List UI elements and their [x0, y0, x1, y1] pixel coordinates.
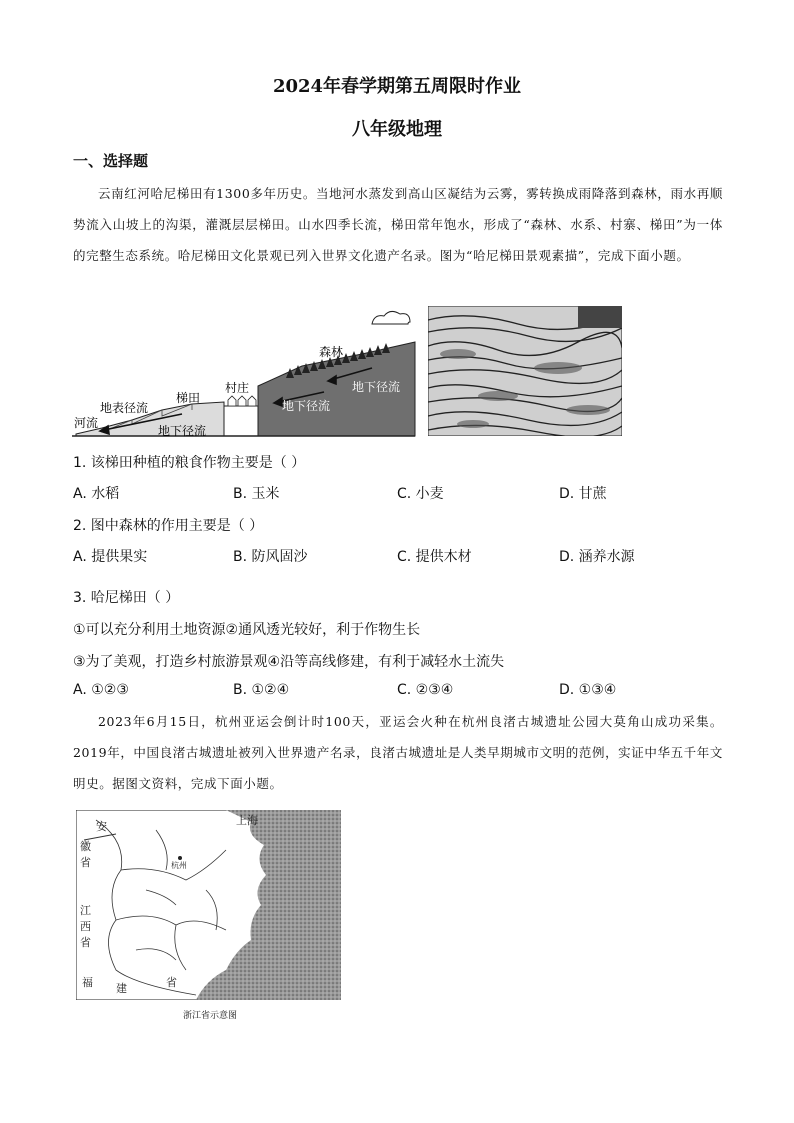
- page-title: 2024年春学期第五周限时作业: [272, 76, 522, 97]
- passage-liangzhu: 2023年6月15日，杭州亚运会倒计时100天，亚运会火种在杭州良渚古城遗址公园大莫角山成功采集。2019年，中国良渚古城遗址被列入世界遗产名录，良渚古城遗址是人类早期城市文明的范例，实证中华五千年文明史。据图文资料，完成下面小题。: [73, 714, 723, 791]
- map-caption: 浙江省示意图: [183, 1011, 238, 1021]
- section-heading: 一、选择题: [73, 152, 149, 170]
- question-3-statement-2: ③为了美观，打造乡村旅游景观④沿等高线修建，有利于减轻水土流失: [73, 654, 505, 670]
- map-label-jiangxi-1: 江: [80, 904, 91, 917]
- q1-option-a[interactable]: A. 水稻: [73, 486, 120, 502]
- village-block: [224, 406, 258, 436]
- passage-hani-terraces: 云南红河哈尼梯田有1300多年历史。当地河水蒸发到高山区凝结为云雾，雾转换成雨降落到森林，雨水再顺势流入山坡上的沟渠，灌溉层层梯田。山水四季长流，梯田常年饱水，形成了“森林、水系、村寨、梯田”为一体的完整生态系统。哈尼梯田文化景观已列入世界文化遗产名录。图为“哈尼梯田景观素描”，完成下面小题。: [73, 186, 723, 263]
- cloud-icon: [372, 311, 410, 324]
- map-label-fujian-1: 福: [82, 976, 93, 989]
- terrace-sketch-image: [428, 306, 622, 436]
- map-label-anhui-2: 徽: [80, 840, 91, 853]
- question-3-statement-1: ①可以充分利用土地资源②通风透光较好，利于作物生长: [73, 622, 421, 638]
- label-forest: 森林: [319, 345, 344, 359]
- q2-option-a[interactable]: A. 提供果实: [73, 549, 148, 565]
- label-groundwater-top: 地下径流: [352, 380, 401, 394]
- question-1-stem: 1. 该梯田种植的粮食作物主要是（ ）: [73, 455, 306, 471]
- map-label-jiangxi-3: 省: [80, 936, 91, 949]
- map-label-shanghai: 上海: [236, 814, 258, 827]
- terrace-diagram: [72, 306, 418, 442]
- label-village: 村庄: [225, 381, 250, 395]
- map-label-anhui-3: 省: [80, 856, 91, 869]
- q1-option-b[interactable]: B. 玉米: [233, 486, 280, 502]
- question-3-stem: 3. 哈尼梯田（ ）: [73, 590, 180, 606]
- label-terrace: 梯田: [176, 391, 201, 405]
- q3-option-d[interactable]: D. ①③④: [559, 682, 617, 698]
- q1-option-d[interactable]: D. 甘蔗: [559, 486, 607, 502]
- hangzhou-marker: [178, 856, 182, 860]
- label-groundwater-low: 地下径流: [158, 424, 207, 438]
- q3-option-c[interactable]: C. ②③④: [397, 682, 454, 698]
- q2-option-c[interactable]: C. 提供木材: [397, 549, 472, 565]
- map-label-anhui-1: 安: [96, 820, 107, 833]
- map-label-fujian-3: 省: [166, 976, 177, 989]
- question-2-stem: 2. 图中森林的作用主要是（ ）: [73, 518, 264, 534]
- q1-option-c[interactable]: C. 小麦: [397, 486, 444, 502]
- label-groundwater-mid: 地下径流: [282, 399, 331, 413]
- label-surface-runoff: 地表径流: [100, 401, 149, 415]
- page-subtitle: 八年级地理: [352, 119, 442, 140]
- q3-option-a[interactable]: A. ①②③: [73, 682, 129, 698]
- q2-option-b[interactable]: B. 防风固沙: [233, 549, 308, 565]
- zhejiang-map: [76, 810, 341, 1000]
- q2-option-d[interactable]: D. 涵养水源: [559, 549, 635, 565]
- map-label-fujian-2: 建: [116, 982, 127, 995]
- village-houses: [228, 396, 256, 406]
- q3-option-b[interactable]: B. ①②④: [233, 682, 290, 698]
- label-river: 河流: [74, 416, 99, 430]
- map-label-hangzhou: 杭州: [171, 861, 187, 870]
- map-label-jiangxi-2: 西: [80, 920, 91, 933]
